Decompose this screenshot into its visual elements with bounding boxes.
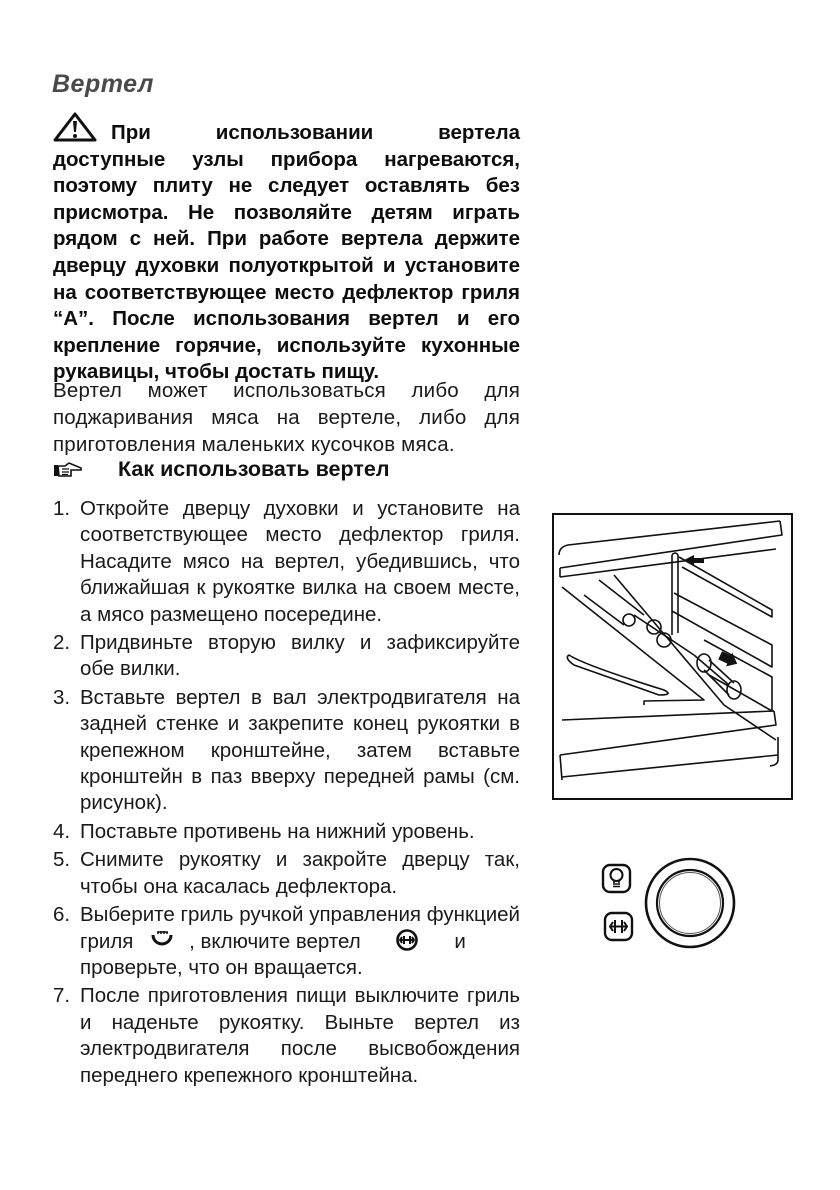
page-title: Вертел [52,70,154,98]
list-item [53,630,520,683]
list-item [53,819,520,845]
step-text-part: , включите вертел [189,929,361,953]
rotisserie-button-icon [605,913,632,940]
warning-first-line [53,112,520,147]
arrow-left-icon [684,555,704,566]
intro-paragraph [53,377,520,458]
list-item [53,983,520,1089]
warning-block [53,112,520,386]
oven-rotisserie-illustration [552,513,793,800]
step-number: 5. [53,848,71,872]
step-text [80,902,520,981]
arrow-right-icon [717,649,741,671]
step-number: 4. [53,819,71,843]
control-knob [646,859,734,947]
step-text: Откройте дверцу духовки и установите на соответствующее место дефлектор гриля. Насадите мясо на вертел, убедившись, что ближайшая к рукоятке вилка на своем месте, а мясо размещено посередине. [80,497,520,626]
step-text: Придвиньте вторую вилку и зафиксируйте обе вилки. [80,631,520,681]
step-number: 1. [53,497,71,520]
oven-light-icon [603,865,630,892]
warning-triangle-icon [53,112,97,142]
step-text: Вставьте вертел в вал электродвигателя на задней стенке и закрепите конец рукоятки в крепежном кронштейне, затем вставьте кронштейн в паз вверху передней рамы (см. рисунок). [80,685,520,815]
step-text-part: и [454,929,466,953]
step-number: 6. [53,903,71,927]
list-item [53,847,520,900]
warning-text: доступные узлы прибора нагреваются, поэтому плиту не следует оставлять без присмотра. Не позволяйте детям играть рядом с ней. При работе вертела держите дверцу духовки полуоткрытой и установите на соответствующее место дефлектор гриля “A”. После использования вертел и его крепление горячие, используйте кухонные рукавицы, чтобы достать пищу. [53,147,520,384]
list-item [53,496,520,628]
rotisserie-icon [394,929,420,951]
step-text-part: Выберите гриль ручкой управления функцией гриля [80,903,520,953]
step-number: 3. [53,685,71,709]
grill-icon [149,929,175,951]
list-item [53,685,520,817]
pointing-hand-icon [53,462,83,478]
step-text: Снимите рукоятку и закройте дверцу так, чтобы она касалась дефлектора. [80,848,520,898]
section-heading [53,457,390,482]
step-text-part: проверьте, что он вращается. [80,955,363,979]
intro-line-2: поджаривания мяса на вертеле, либо для [53,406,520,429]
warning-first-text: При использовании вертела [111,121,520,144]
steps-list [53,496,520,1091]
control-panel-illustration [595,850,755,960]
step-number: 2. [53,631,71,655]
oven-interior-drawing [554,515,791,798]
intro-line-3: приготовления маленьких кусочков мяса. [53,433,455,456]
step-text: После приготовления пищи выключите гриль и наденьте рукоятку. Выньте вертел из электродвигателя после высвобождения переднего крепежного кронштейна. [80,984,520,1087]
section-title: Как использовать вертел [118,457,390,481]
step-text: Поставьте противень на нижний уровень. [80,819,475,843]
intro-line-1: Вертел может использоваться либо для [53,379,520,402]
list-item [53,902,520,981]
step-number: 7. [53,984,71,1008]
